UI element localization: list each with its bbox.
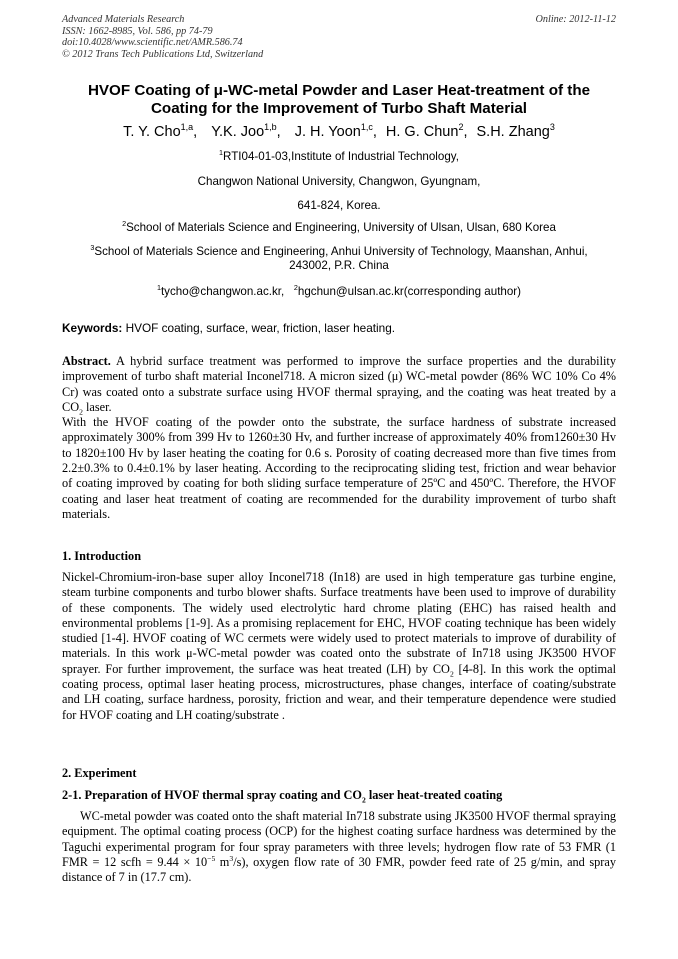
affiliation-mark: 3 [90,243,95,253]
author-affiliation-mark: 3 [549,122,555,133]
author: J. H. Yoon$^{1,c}$, [294,122,377,140]
experiment-paragraph [62,809,616,885]
affiliation-text: School of Materials Science and Engineering, University of Ulsan, Ulsan, 680 Korea [126,221,556,234]
keywords-label: Keywords: [62,321,123,335]
author-name: J. H. Yoon [294,124,361,140]
subsection-heading [62,788,616,803]
doi-line: doi:10.4028/www.scientific.net/AMR.586.74 [62,37,243,48]
email-mark: 1 [156,283,161,293]
paper-title [62,82,616,117]
author-name: T. Y. Cho [123,124,181,140]
abstract-label: Abstract. [62,354,111,368]
title-line-1: HVOF Coating of μ-WC-metal Powder and Laser Heat-treatment of the [87,82,591,99]
subscript: 2 [361,795,366,805]
issn-line: ISSN: 1662-8985, Vol. 586, pp 74-79 [62,25,213,37]
subsection-text: 2-1. Preparation of HVOF thermal spray coating and CO [62,788,362,802]
intro-text: Nickel-Chromium-iron-base super alloy Inconel718 (In18) are used in high temperature gas turbine engine, steam turbine components and turbo blower shafts. Surface treatments have been used to improve of durability of these components. The widely used electrolytic hard chrome plating (EHC) has raised health and environmental problems [1-9]. As a promising replacement for EHC, HVOF coating technique has been widely studied [1-4]. HVOF coating of WC cermets were widely used to protect materials to improve of durability of materials. In this work μ-WC-metal powder was coated onto the substrate of In718 using JK3500 HVOF sprayer. For further improvement, the surface was heat treated (LH) by CO [62,570,616,676]
experiment-text: /s), oxygen flow rate of 30 FMR, powder feed rate of 25 g/min, and spray distance of 7 in (17.7 cm). [62,854,617,885]
email-address: hgchun@ulsan.ac.kr(corresponding author) [297,285,522,298]
affiliation-mark: 1 [219,148,224,158]
title-line-2: Coating for the Improvement of Turbo Shaft Material [150,99,528,117]
journal-header [62,14,616,60]
journal-name: Advanced Materials Research [62,14,185,25]
affiliation-text: 243002, P.R. China [289,259,389,272]
author: T. Y. Cho$^{1,a}$, [123,122,198,140]
author-affiliation-mark: 1,a [180,122,194,133]
author-name: H. G. Chun [385,124,459,140]
affiliation-1-line-3: 641-824, Korea. [297,199,381,212]
superscript: −5 [207,853,216,863]
author: Y.K. Joo$^{1,b}$, [211,122,281,140]
subsection-text: laser heat-treated coating [365,788,503,802]
section-heading-introduction: 1. Introduction [62,549,142,563]
affiliation-text: RTI04-01-03,Institute of Industrial Technology, [223,150,459,163]
experiment-text: WC-metal powder was coated onto the shaft material In718 substrate using JK3500 HVOF thermal spraying equipment. The optimal coating process (OCP) for the highest coating surface hardness was determined by the Taguchi experimental program for four spray parameters with three levels; hydrogen flow rate of 53 FMR (1 FMR = 12 scfh = 9.44 × 10 [62,809,616,869]
abstract-paragraph-2: With the HVOF coating of the powder onto the substrate, the surface hardness of substrate increased approximately 300% from 399 Hv to 1260±30 Hv, and further increase of approximately 40% from1260±30 Hv to 1820±100 Hv by laser heating the coating for 0.6 s. Porosity of coating decreased more than five times from 2.2±0.3% to 0.4±0.1% by laser heating. According to the reciprocating sliding test, friction and wear behavior of coating improved by coating for both sliding surface temperature of 25ºC and 450ºC. Therefore, the HVOF coating and laser heat treatment of coating are recommended for the durability improvement of turbo shaft materials. [62,415,616,521]
superscript: 3 [229,853,234,863]
experiment-text: m [215,854,230,869]
email-mark: 2 [293,283,298,293]
author-list [62,123,616,141]
author-affiliation-mark: 2 [458,122,464,133]
subscript: 2 [449,669,454,679]
keywords-text: HVOF coating, surface, wear, friction, laser heating. [122,321,396,335]
email-line [62,285,616,299]
author: H. G. Chun$^2$, [385,122,468,140]
intro-text: [4-8]. In this work the optimal coating process, optimal laser heating process, microstructures, phase changes, interface of coating/substrate and LH coating, surface hardness, porosity, friction and wear, and their temperature dependence were studied for HVOF coating and LH coating/substrate . [62,661,616,722]
copyright-line: © 2012 Trans Tech Publications Ltd, Switzerland [62,48,264,60]
abstract-paragraph-1 [62,354,616,415]
section-heading-experiment: 2. Experiment [62,766,137,780]
affiliation-1-line-2: Changwon National University, Changwon, Gyungnam, [197,175,481,188]
affiliation-2 [62,221,616,235]
author-affiliation-mark: 1,b [264,122,277,133]
author-name: S.H. Zhang [476,124,550,140]
affiliation-text: School of Materials Science and Engineering, Anhui University of Technology, Maanshan, Anhui, [94,245,588,258]
abstract-text: A hybrid surface treatment was performed to improve the surface properties and the durability improvement of turbo shaft material Inconel718. A micron sized (μ) WC-metal powder (86% WC 10% Co 4% Cr) was coated onto a substrate surface using HVOF thermal spraying, and the coating was heat treated by a CO [62,354,616,414]
email-address: tycho@changwon.ac.kr, [160,285,285,298]
introduction-paragraph [62,570,616,723]
author-affiliation-mark: 1,c [360,122,373,133]
affiliation-mark: 2 [122,219,127,229]
abstract-text: laser. [82,399,112,414]
affiliation-1-line-1 [62,150,616,164]
author [477,124,555,140]
online-date: Online: 2012-11-12 [535,14,616,25]
subscript: 2 [79,407,83,417]
author-name: Y.K. Joo [211,124,265,140]
keywords [62,321,616,335]
affiliation-3 [62,245,616,273]
abstract [62,354,616,522]
